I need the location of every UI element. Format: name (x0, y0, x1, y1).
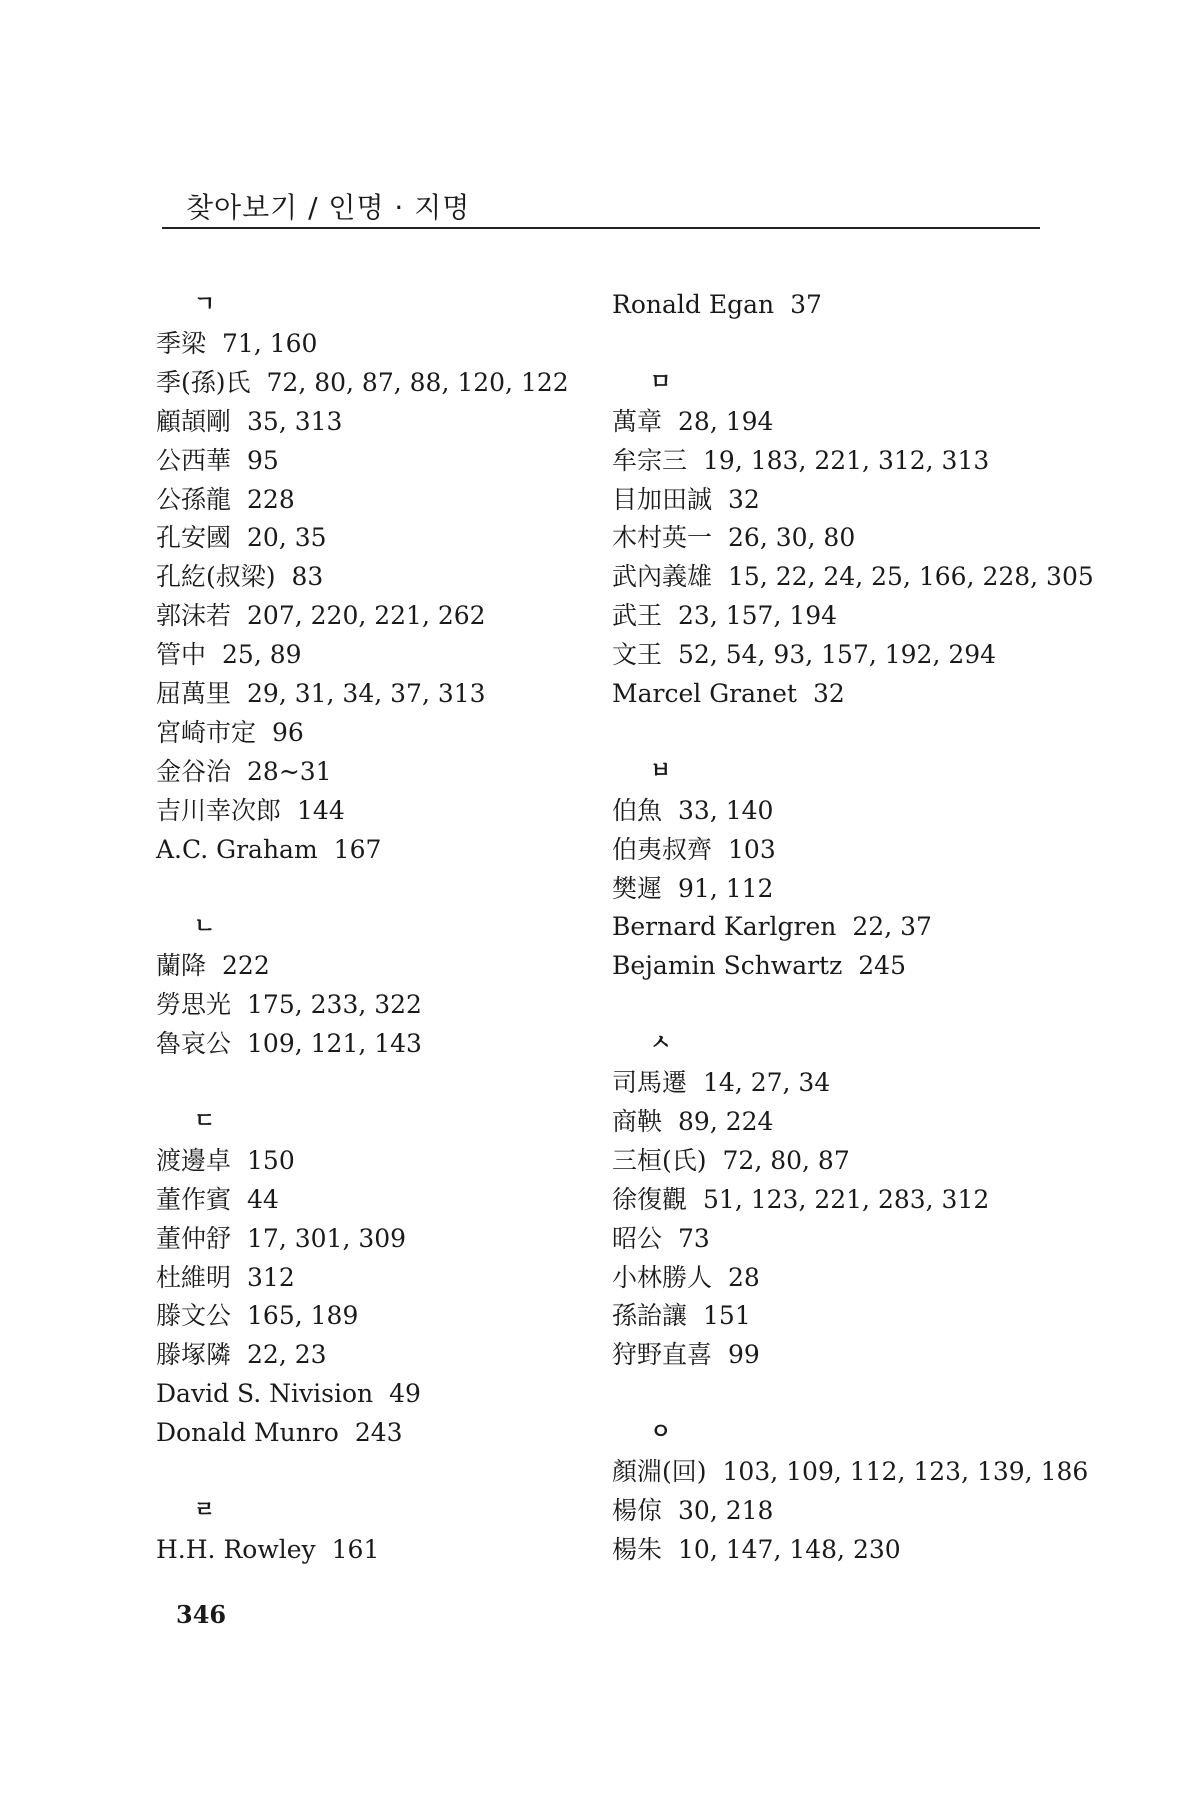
entry-pages: 35, 313 (247, 406, 343, 436)
entry-pages: 20, 35 (247, 523, 327, 553)
index-entry (156, 446, 279, 476)
index-entry (612, 1224, 710, 1254)
entry-pages: 72, 80, 87, 88, 120, 122 (266, 367, 569, 397)
entry-name: Bejamin Schwartz (612, 951, 843, 981)
entry-pages: 151 (703, 1301, 751, 1331)
entry-name: 木村英一 (612, 523, 713, 553)
entry-name: 司馬遷 (612, 1068, 688, 1097)
entry-pages: 73 (678, 1223, 710, 1253)
section-heading: ㅅ (650, 1031, 672, 1057)
entry-name: 吉川幸次郎 (156, 795, 282, 825)
entry-pages: 15, 22, 24, 25, 166, 228, 305 (728, 562, 1094, 592)
entry-pages: 175, 233, 322 (247, 990, 422, 1020)
index-entry (612, 1340, 760, 1370)
entry-name: 郭沫若 (156, 601, 232, 631)
entry-pages: 144 (297, 795, 345, 825)
index-entry (612, 446, 989, 476)
entry-pages: 89, 224 (678, 1106, 774, 1136)
section-heading: ㄱ (194, 292, 216, 317)
entry-name: 董仲舒 (156, 1223, 232, 1253)
entry-pages: 245 (858, 951, 906, 981)
entry-pages: 207, 220, 221, 262 (247, 601, 486, 631)
entry-name: 杜維明 (156, 1262, 232, 1292)
section-heading: ㅇ (650, 1420, 672, 1446)
index-entry (612, 562, 1094, 592)
entry-pages: 161 (331, 1534, 380, 1564)
index-entry (156, 523, 327, 553)
index-entry (156, 640, 302, 670)
entry-name: 楊倞 (612, 1495, 663, 1525)
index-entry (612, 796, 773, 826)
index-entry (156, 1301, 358, 1331)
index-entry (612, 951, 906, 981)
header-rule (162, 227, 1040, 229)
entry-pages: 96 (272, 717, 304, 747)
entry-name: 董作賓 (156, 1184, 232, 1214)
index-entry (612, 290, 822, 320)
entry-name: 萬章 (612, 406, 663, 436)
entry-name: A.C. Graham (156, 834, 318, 864)
index-entry (156, 1185, 279, 1215)
section-heading: ㄴ (194, 914, 216, 940)
entry-pages: 17, 301, 309 (247, 1223, 407, 1253)
entry-name: 狩野直喜 (612, 1340, 713, 1370)
index-entry (156, 796, 345, 826)
entry-name: 徐復觀 (612, 1184, 688, 1214)
entry-name: 伯夷叔齊 (612, 834, 713, 864)
entry-pages: 28~31 (247, 756, 332, 786)
entry-pages: 109, 121, 143 (247, 1029, 422, 1059)
entry-name: 商鞅 (612, 1106, 663, 1136)
entry-pages: 33, 140 (678, 795, 774, 825)
index-entry (612, 1496, 773, 1526)
index-entry (156, 1263, 295, 1293)
entry-name: Bernard Karlgren (612, 912, 837, 942)
entry-name: Donald Munro (156, 1418, 339, 1448)
entry-name: 牟宗三 (612, 445, 688, 475)
index-entry (156, 1224, 406, 1254)
entry-name: 孔安國 (156, 523, 232, 553)
entry-name: 季(孫)氏 (156, 367, 251, 397)
entry-name: 三桓(氏) (612, 1145, 707, 1175)
entry-pages: 25, 89 (222, 640, 302, 670)
index-entry (612, 1457, 1088, 1487)
entry-pages: 30, 218 (678, 1495, 774, 1525)
entry-pages: 28, 194 (678, 406, 774, 436)
page-header-title: 찾아보기 / 인명 · 지명 (186, 191, 471, 224)
entry-name: 小林勝人 (612, 1262, 713, 1292)
entry-pages: 44 (247, 1184, 279, 1214)
entry-pages: 14, 27, 34 (703, 1068, 831, 1097)
entry-pages: 26, 30, 80 (728, 523, 856, 553)
index-entry (612, 912, 932, 942)
entry-name: 公孫龍 (156, 484, 232, 514)
index-entry (156, 1379, 421, 1409)
index-entry (612, 835, 776, 865)
entry-name: 屈萬里 (156, 679, 232, 708)
entry-pages: 22, 37 (852, 912, 932, 942)
index-entry (612, 1068, 830, 1098)
entry-pages: 29, 31, 34, 37, 313 (247, 679, 486, 708)
index-entry (612, 1185, 989, 1215)
index-entry (156, 951, 270, 981)
entry-name: 勞思光 (156, 990, 232, 1020)
entry-name: 武內義雄 (612, 562, 713, 592)
entry-pages: 22, 23 (247, 1340, 327, 1370)
entry-name: Ronald Egan (612, 290, 775, 319)
index-entry (612, 640, 996, 670)
entry-name: David S. Nivision (156, 1379, 374, 1409)
page-number: 346 (176, 1600, 227, 1629)
index-entry (156, 1418, 403, 1448)
index-entry (612, 1107, 773, 1137)
index-entry (612, 1535, 901, 1565)
index-entry (612, 485, 760, 515)
entry-pages: 32 (812, 679, 845, 708)
index-entry (156, 1340, 327, 1370)
entry-name: 顏淵(回) (612, 1457, 707, 1486)
entry-name: 文王 (612, 640, 663, 670)
entry-name: 渡邊卓 (156, 1145, 232, 1175)
index-entry (156, 601, 486, 631)
index-entry (612, 874, 773, 904)
entry-pages: 19, 183, 221, 312, 313 (703, 445, 990, 475)
entry-pages: 23, 157, 194 (678, 601, 838, 631)
entry-pages: 167 (333, 834, 382, 864)
entry-pages: 83 (291, 562, 324, 592)
entry-name: 蘭降 (156, 951, 207, 981)
entry-pages: 71, 160 (222, 328, 318, 358)
entry-name: H.H. Rowley (156, 1534, 316, 1564)
entry-name: 昭公 (612, 1223, 663, 1253)
index-entry (612, 1263, 760, 1293)
entry-name: 武王 (612, 601, 663, 631)
entry-name: 季梁 (156, 328, 207, 358)
entry-name: 孫詒讓 (612, 1301, 688, 1331)
section-heading: ㅂ (650, 758, 672, 784)
index-entry (156, 407, 342, 437)
entry-pages: 51, 123, 221, 283, 312 (703, 1184, 990, 1214)
entry-pages: 72, 80, 87 (722, 1145, 850, 1175)
entry-pages: 95 (247, 445, 279, 475)
entry-name: Marcel Granet (612, 679, 797, 708)
entry-pages: 28 (728, 1262, 760, 1292)
index-entry (612, 523, 855, 553)
entry-name: 宮崎市定 (156, 717, 257, 747)
index-entry (156, 368, 569, 398)
entry-pages: 32 (728, 484, 760, 514)
index-entry (156, 485, 295, 515)
index-entry (156, 1029, 422, 1059)
entry-pages: 103 (728, 834, 776, 864)
index-entry (612, 601, 837, 631)
entry-pages: 150 (247, 1145, 295, 1175)
index-entry (156, 1535, 379, 1565)
entry-pages: 228 (247, 484, 295, 514)
index-entry (156, 718, 304, 748)
entry-pages: 312 (247, 1262, 295, 1292)
entry-name: 樊遲 (612, 873, 663, 903)
entry-name: 滕文公 (156, 1301, 232, 1331)
entry-name: 伯魚 (612, 795, 663, 825)
entry-pages: 103, 109, 112, 123, 139, 186 (722, 1457, 1089, 1486)
entry-name: 孔紇(叔梁) (156, 562, 276, 592)
index-entry (156, 562, 323, 592)
entry-pages: 37 (790, 290, 822, 319)
section-heading: ㅁ (650, 369, 672, 395)
entry-pages: 165, 189 (247, 1301, 359, 1331)
index-entry (156, 679, 486, 709)
index-entry (156, 757, 332, 787)
index-entry (612, 1146, 850, 1176)
entry-pages: 52, 54, 93, 157, 192, 294 (678, 640, 997, 670)
entry-name: 管中 (156, 640, 207, 670)
section-heading: ㄹ (194, 1497, 216, 1523)
entry-name: 金谷治 (156, 756, 232, 786)
index-entry (156, 990, 422, 1020)
section-heading: ㄷ (194, 1108, 216, 1134)
entry-name: 目加田誠 (612, 484, 713, 514)
entry-name: 魯哀公 (156, 1029, 232, 1059)
entry-name: 楊朱 (612, 1534, 663, 1564)
entry-name: 公西華 (156, 445, 232, 475)
entry-name: 滕塚隣 (156, 1340, 232, 1370)
entry-pages: 99 (728, 1340, 760, 1370)
entry-pages: 91, 112 (678, 873, 774, 903)
index-entry (612, 679, 845, 709)
entry-pages: 243 (354, 1418, 403, 1448)
index-entry (156, 1146, 295, 1176)
index-entry (612, 407, 773, 437)
entry-name: 顧頡剛 (156, 406, 232, 436)
index-entry (156, 835, 381, 865)
index-entry (612, 1301, 751, 1331)
entry-pages: 49 (389, 1379, 421, 1409)
index-entry (156, 329, 317, 359)
entry-pages: 10, 147, 148, 230 (678, 1534, 901, 1564)
entry-pages: 222 (222, 951, 270, 981)
